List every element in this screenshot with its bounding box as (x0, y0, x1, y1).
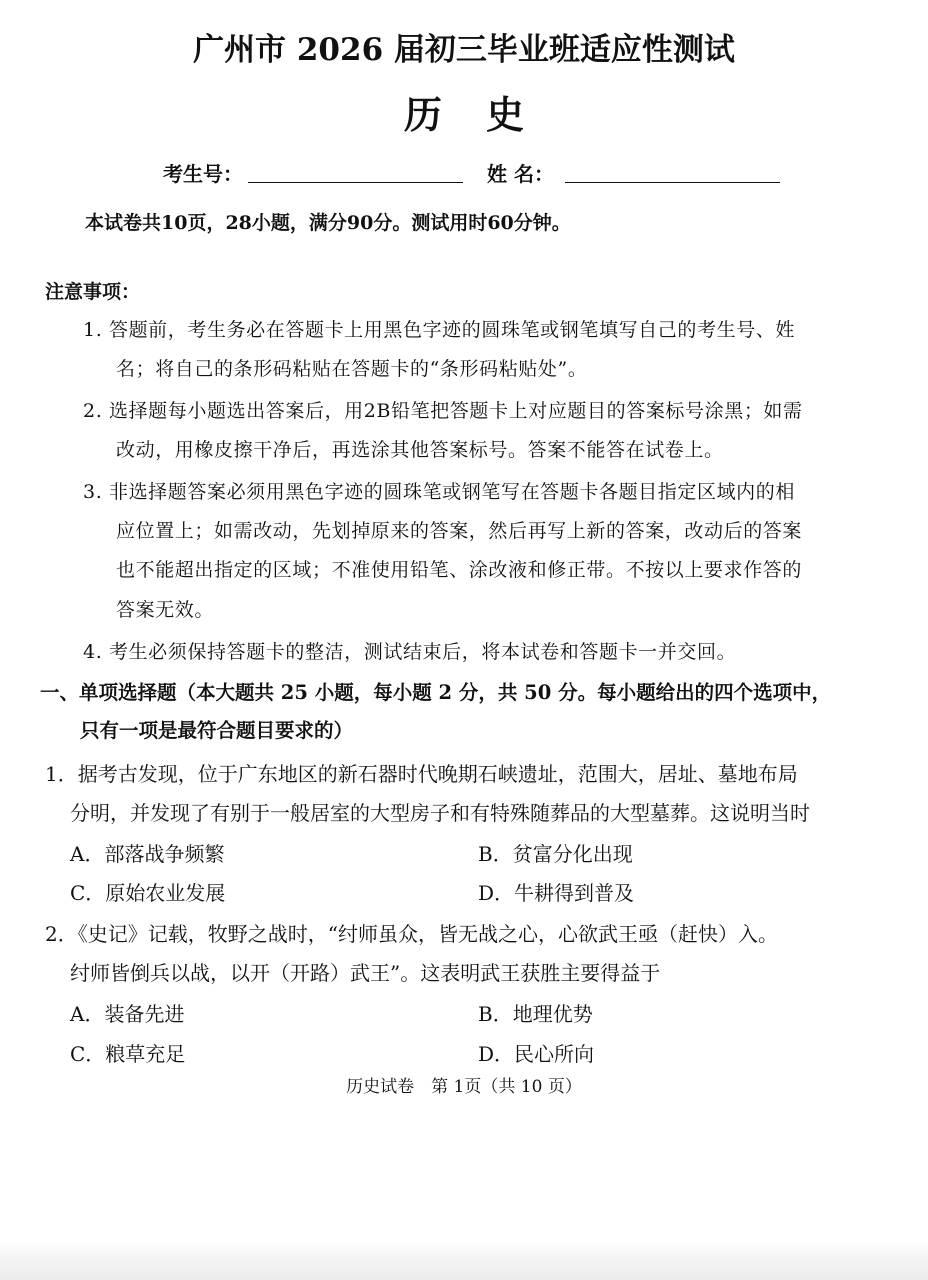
question-1-option-d: D．牛耕得到普及 (478, 881, 635, 905)
subject-title: 历史 (403, 92, 568, 137)
question-1-option-a: A．部落战争频繁 (70, 842, 225, 866)
question-2-option-d: D．民心所向 (478, 1042, 595, 1066)
exam-info: 本试卷共10页，28小题，满分90分。测试用时60分钟。 (85, 212, 571, 234)
exam-title: 广州市 2026 届初三毕业班适应性测试 (193, 32, 735, 68)
question-2-option-b: B．地理优势 (478, 1002, 593, 1026)
question-1-text: 分明，并发现了有别于一般居室的大型房子和有特殊随葬品的大型墓葬。这说明当时 (70, 801, 810, 825)
name-label: 姓 名： (487, 162, 554, 186)
notice-line: 2. 选择题每小题选出答案后，用2B铅笔把答题卡上对应题目的答案标号涂黑；如需 (83, 400, 803, 422)
notice-heading: 注意事项： (45, 281, 141, 303)
question-2-option-a: A．装备先进 (70, 1002, 185, 1026)
notice-line: 1. 答题前，考生务必在答题卡上用黑色字迹的圆珠笔或钢笔填写自己的考生号、姓 (83, 319, 795, 341)
notice-line: 也不能超出指定的区域；不准使用铅笔、涂改液和修正带。不按以上要求作答的 (116, 559, 803, 581)
notice-line: 4. 考生必须保持答题卡的整洁，测试结束后，将本试卷和答题卡一并交回。 (83, 641, 737, 663)
name-blank (565, 160, 780, 183)
question-1-option-c: C．原始农业发展 (70, 881, 226, 905)
exam-number-label: 考生号： (163, 162, 243, 186)
question-2-text: 纣师皆倒兵以战，以开（开路）武王”。这表明武王获胜主要得益于 (70, 961, 661, 985)
question-1-text: 1．据考古发现，位于广东地区的新石器时代晚期石峡遗址，范围大，居址、墓地布局 (45, 762, 798, 786)
exam-number-blank (248, 160, 463, 183)
notice-line: 改动，用橡皮擦干净后，再选涂其他答案标号。答案不能答在试卷上。 (116, 439, 724, 461)
question-2-text: 2．《史记》记载，牧野之战时，“纣师虽众，皆无战之心，心欲武王亟（赶快）入。 (45, 922, 778, 946)
notice-line: 名；将自己的条形码粘贴在答题卡的“条形码粘贴处”。 (116, 358, 588, 380)
notice-line: 应位置上；如需改动，先划掉原来的答案，然后再写上新的答案，改动后的答案 (116, 520, 803, 542)
notice-line: 答案无效。 (116, 599, 215, 621)
section-heading: 一、单项选择题（本大题共 25 小题，每小题 2 分，共 50 分。每小题给出的四个选项中， (40, 681, 832, 704)
notice-line: 3. 非选择题答案必须用黑色字迹的圆珠笔或钢笔写在答题卡各题目指定区域内的相 (83, 481, 795, 503)
question-1-option-b: B．贫富分化出现 (478, 842, 633, 866)
page-footer: 历史试卷 第 1页（共 10 页） (346, 1077, 582, 1097)
question-2-option-c: C．粮草充足 (70, 1042, 186, 1066)
section-heading-cont: 只有一项是最符合题目要求的） (80, 719, 354, 742)
